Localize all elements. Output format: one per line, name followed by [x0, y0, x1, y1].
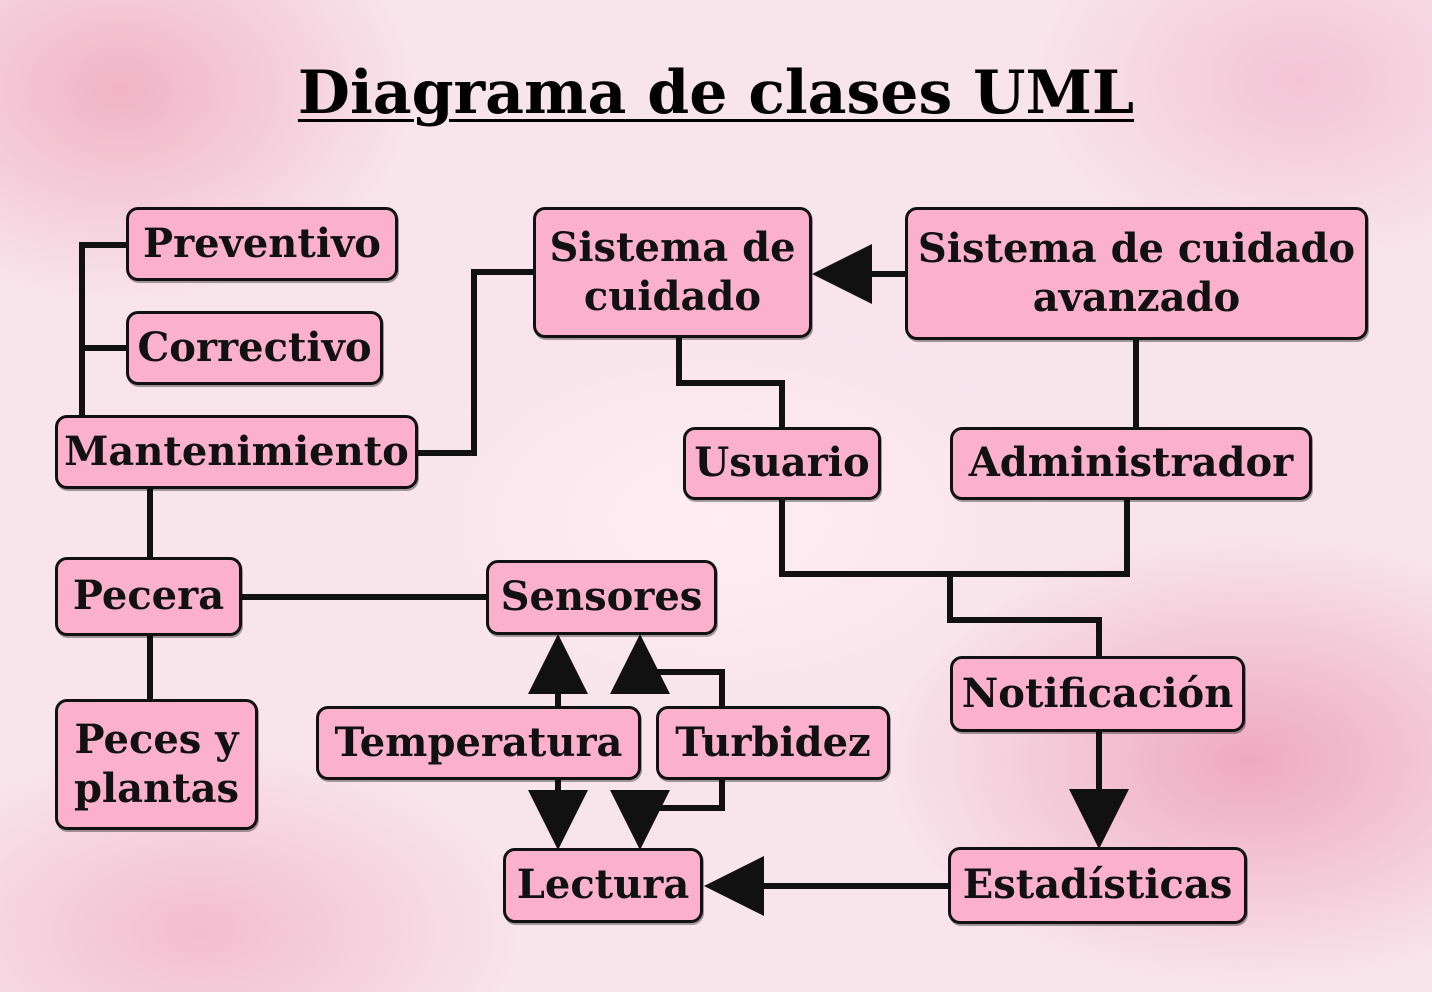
diagram-title: Diagrama de clases UML — [297, 58, 1135, 128]
class-pecera[interactable]: Pecera — [55, 557, 242, 636]
link-mantenimiento-sistema — [418, 272, 533, 453]
class-estadisticas[interactable]: Estadísticas — [948, 847, 1247, 924]
class-peces-y-plantas[interactable]: Peces y plantas — [55, 699, 258, 830]
link-join-notificacion — [950, 574, 1099, 656]
class-correctivo[interactable]: Correctivo — [126, 311, 383, 385]
class-sistema-de-cuidado[interactable]: Sistema de cuidado — [533, 207, 812, 338]
class-temperatura[interactable]: Temperatura — [316, 706, 641, 780]
link-sistema-usuario — [679, 338, 782, 427]
link-mantenimiento-preventivo — [82, 245, 126, 415]
class-sensores[interactable]: Sensores — [486, 560, 717, 635]
class-turbidez[interactable]: Turbidez — [656, 706, 890, 780]
class-administrador[interactable]: Administrador — [950, 427, 1312, 500]
class-usuario[interactable]: Usuario — [683, 427, 881, 500]
link-turbidez-lectura — [640, 780, 722, 844]
class-lectura[interactable]: Lectura — [503, 848, 703, 923]
class-preventivo[interactable]: Preventivo — [126, 207, 398, 281]
link-turbidez-sensores — [640, 640, 722, 706]
class-notificacion[interactable]: Notificación — [950, 656, 1245, 732]
link-usuario-notificacion — [782, 500, 1127, 574]
class-sistema-de-cuidado-avanzado[interactable]: Sistema de cuidado avanzado — [905, 207, 1368, 340]
class-mantenimiento[interactable]: Mantenimiento — [55, 415, 418, 489]
